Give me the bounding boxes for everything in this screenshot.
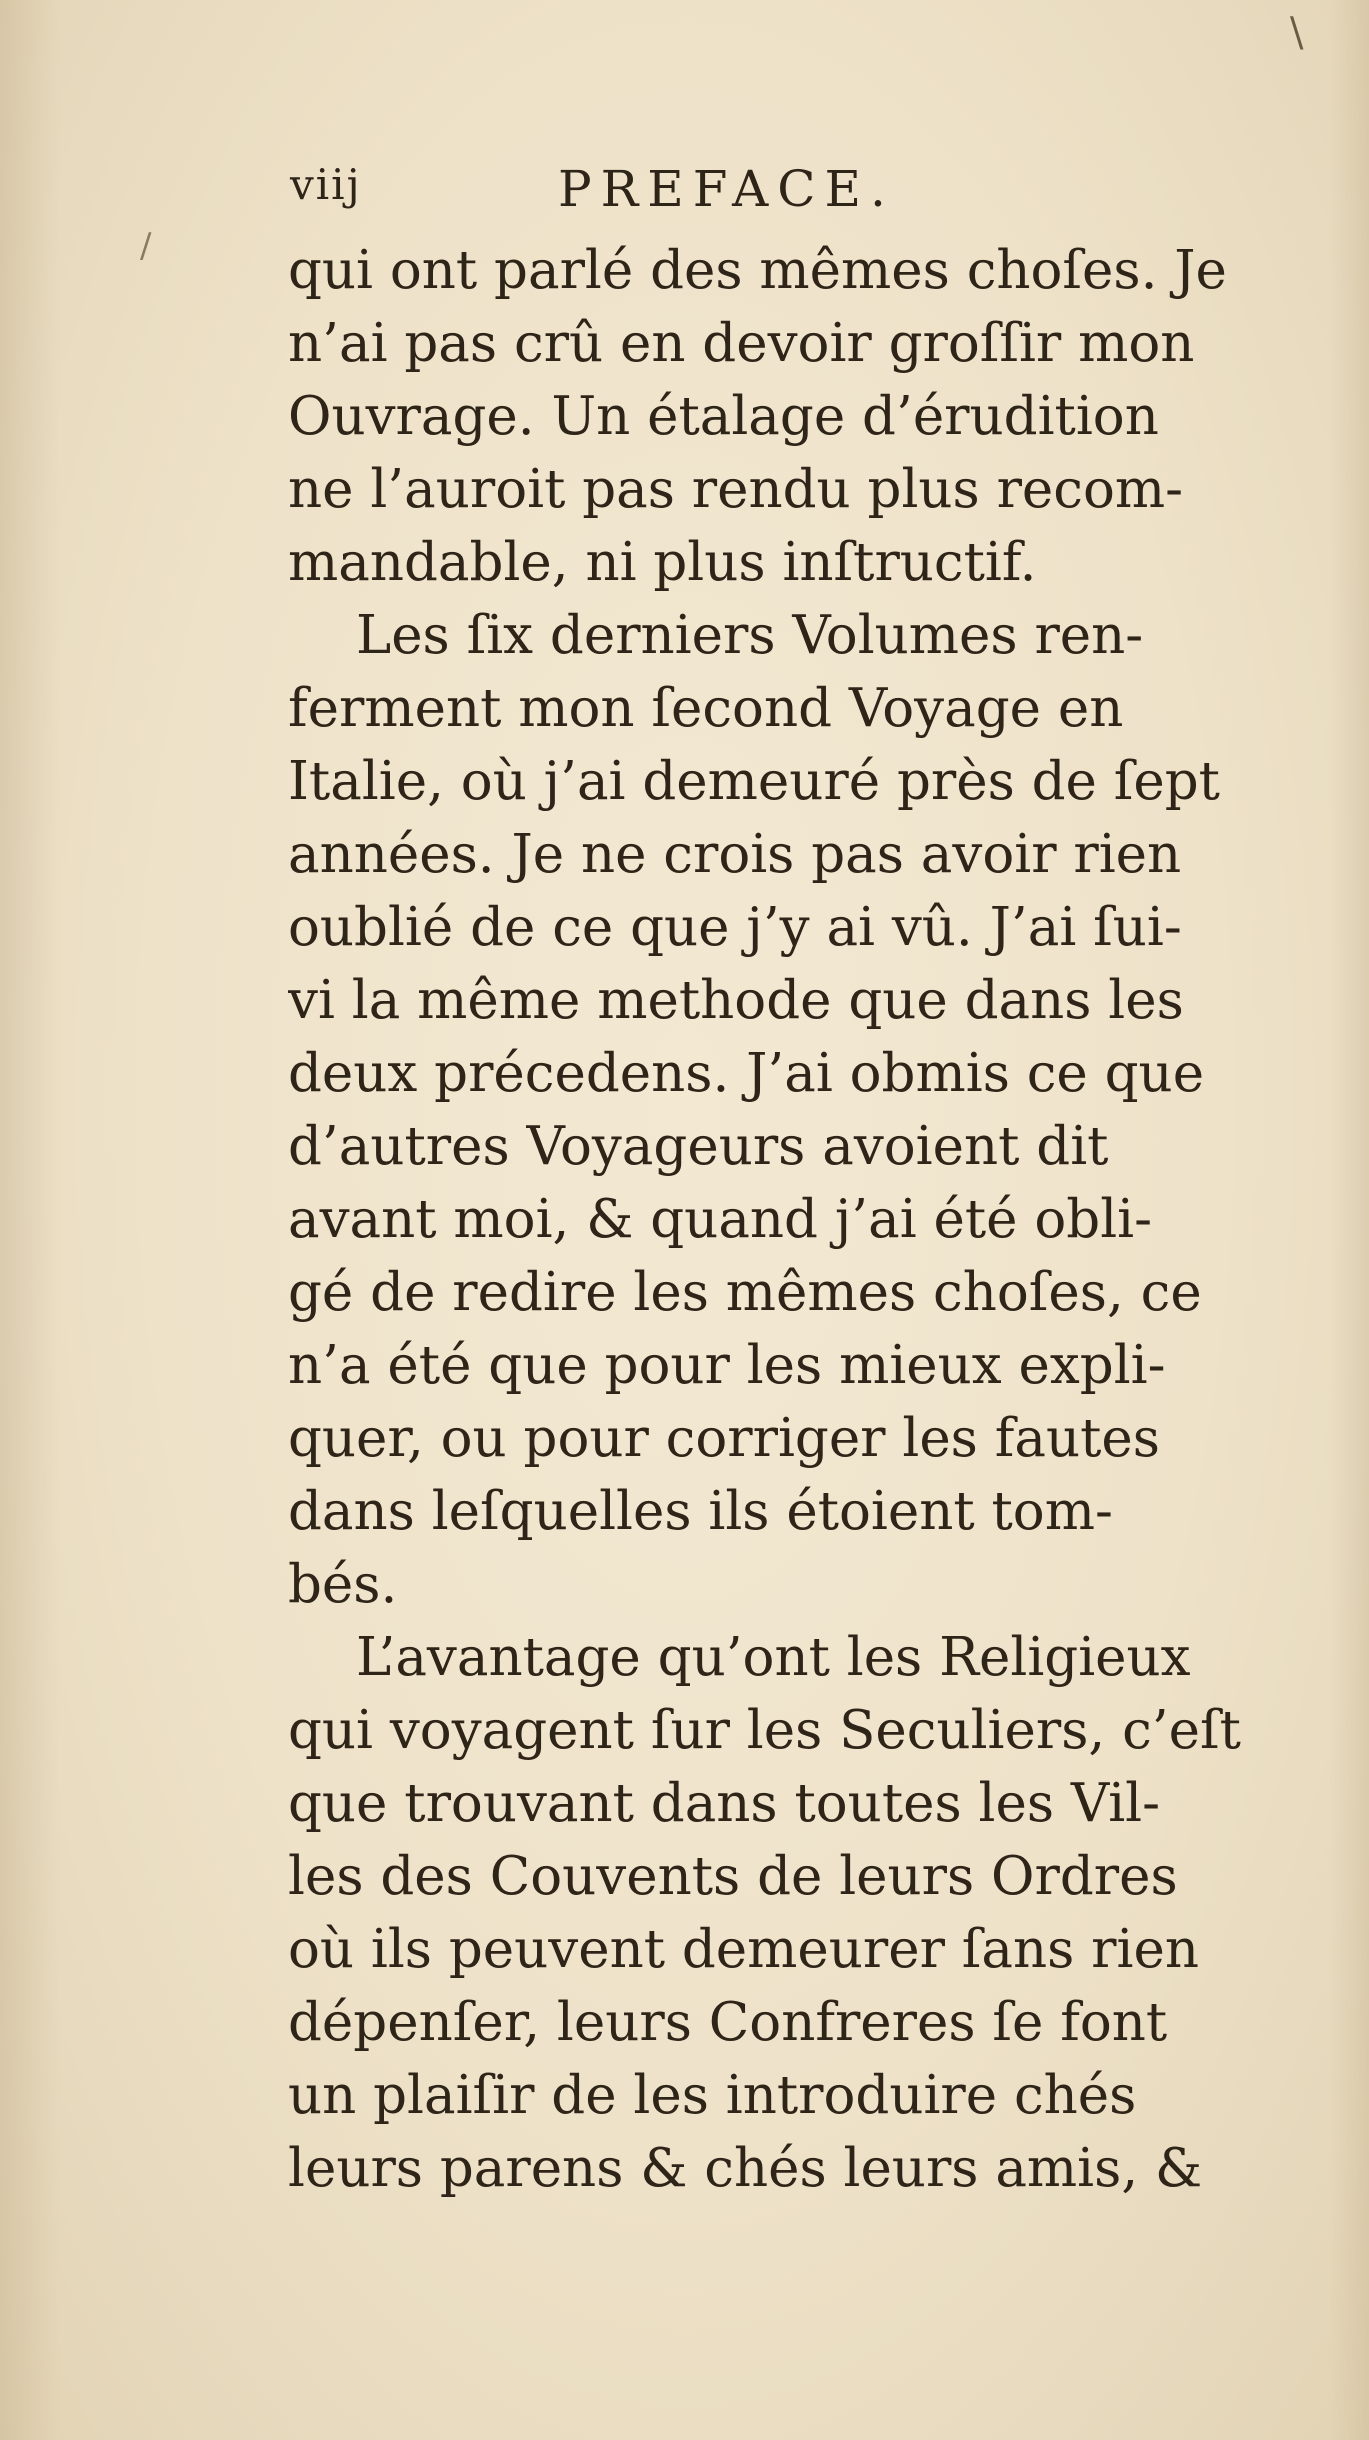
text-line: L’avantage qu’ont les Religieux (356, 1627, 1191, 1688)
body-text (288, 234, 1278, 2205)
text-line: d’autres Voyageurs avoient dit (288, 1116, 1109, 1177)
running-head-title: PREFACE. (558, 160, 895, 218)
page-number: viij (290, 160, 362, 209)
text-line: dépenſer, leurs Confreres ſe font (288, 1992, 1168, 2053)
text-line: qui voyagent ſur les Seculiers, c’eſt (288, 1700, 1241, 1761)
page-edge-shadow (1329, 0, 1369, 2440)
text-line: dans leſquelles ils étoient tom- (288, 1481, 1113, 1542)
text-line: gé de redire les mêmes choſes, ce (288, 1262, 1202, 1323)
text-line: avant moi, & quand j’ai été obli- (288, 1189, 1153, 1250)
text-line: vi la même methode que dans les (288, 970, 1184, 1031)
text-line: Les ſix derniers Volumes ren- (356, 605, 1144, 666)
text-line: n’ai pas crû en devoir groſſir mon (288, 313, 1195, 374)
text-line: qui ont parlé des mêmes choſes. Je (288, 240, 1227, 301)
text-line: mandable, ni plus inſtructif. (288, 532, 1037, 593)
text-line: n’a été que pour les mieux expli- (288, 1335, 1166, 1396)
text-line: ne l’auroit pas rendu plus recom- (288, 459, 1184, 520)
text-line: années. Je ne crois pas avoir rien (288, 824, 1182, 885)
text-line: que trouvant dans toutes les Vil- (288, 1773, 1161, 1834)
left-margin-mark: / (140, 226, 152, 266)
text-line: quer, ou pour corriger les fautes (288, 1408, 1160, 1469)
text-line: leurs parens & chés leurs amis, & (288, 2138, 1203, 2199)
text-line: Italie, où j’ai demeuré près de ſept (288, 751, 1220, 812)
text-line: ferment mon ſecond Voyage en (288, 678, 1124, 739)
text-line: un plaiſir de les introduire chés (288, 2065, 1137, 2126)
text-line: Ouvrage. Un étalage d’érudition (288, 386, 1159, 447)
running-head (290, 160, 1030, 224)
text-line: oublié de ce que j’y ai vû. J’ai ſui- (288, 897, 1182, 958)
text-line: bés. (288, 1554, 398, 1615)
text-line: deux précedens. J’ai obmis ce que (288, 1043, 1205, 1104)
page-gutter-shadow (0, 0, 60, 2440)
top-right-mark: \ (1290, 10, 1304, 56)
text-line: les des Couvents de leurs Ordres (288, 1846, 1178, 1907)
text-line: où ils peuvent demeurer ſans rien (288, 1919, 1199, 1980)
